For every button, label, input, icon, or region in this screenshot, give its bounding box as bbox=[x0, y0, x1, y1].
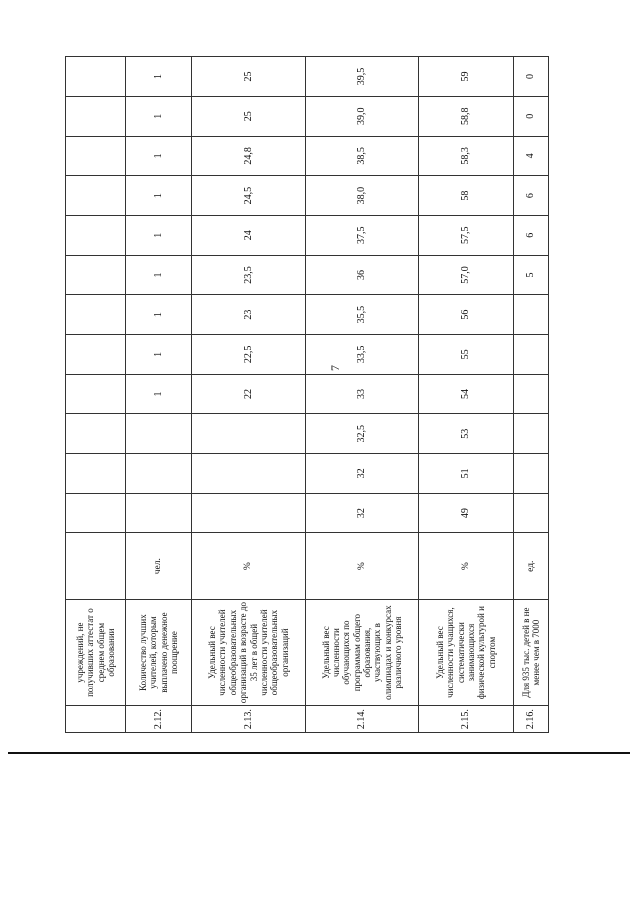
value-cell bbox=[126, 493, 192, 533]
value-cell: 59 bbox=[419, 57, 514, 97]
indicator-name: Удельный вес численности учителей общеобразовательных организаций в возрасте до 35 лет в общей численности учителей общеобразовательных организаций bbox=[192, 599, 306, 705]
value-cell: 35,5 bbox=[306, 295, 419, 335]
unit-cell: % bbox=[419, 533, 514, 600]
value-cell bbox=[66, 96, 126, 136]
value-cell: 6 bbox=[514, 215, 549, 255]
value-cell bbox=[192, 414, 306, 454]
value-cell: 6 bbox=[514, 176, 549, 216]
value-cell bbox=[192, 454, 306, 494]
value-cell bbox=[66, 57, 126, 97]
value-cell: 58,8 bbox=[419, 96, 514, 136]
unit-cell: % bbox=[306, 533, 419, 600]
value-cell: 32,5 bbox=[306, 414, 419, 454]
value-cell: 37,5 bbox=[306, 215, 419, 255]
value-cell: 57,5 bbox=[419, 215, 514, 255]
value-cell: 53 bbox=[419, 414, 514, 454]
value-cell: 24,8 bbox=[192, 136, 306, 176]
value-cell bbox=[514, 454, 549, 494]
value-cell bbox=[126, 414, 192, 454]
value-cell: 54 bbox=[419, 374, 514, 414]
value-cell: 22,5 bbox=[192, 335, 306, 375]
value-cell: 1 bbox=[126, 374, 192, 414]
value-cell: 1 bbox=[126, 255, 192, 295]
row-number bbox=[66, 706, 126, 733]
value-cell: 1 bbox=[126, 335, 192, 375]
rotated-table-container bbox=[65, 56, 548, 733]
value-cell: 55 bbox=[419, 335, 514, 375]
value-cell: 36 bbox=[306, 255, 419, 295]
value-cell: 4 bbox=[514, 136, 549, 176]
value-cell: 49 bbox=[419, 493, 514, 533]
table-row bbox=[514, 57, 549, 733]
value-cell: 1 bbox=[126, 295, 192, 335]
value-cell: 23 bbox=[192, 295, 306, 335]
indicator-name: Удельный вес численности обучающихся по программам общего образования, участвующих в олимпиадах и конкурсах различного уровня bbox=[306, 599, 419, 705]
value-cell bbox=[192, 493, 306, 533]
value-cell bbox=[514, 335, 549, 375]
row-number: 2.12. bbox=[126, 706, 192, 733]
unit-cell: % bbox=[192, 533, 306, 600]
value-cell: 58 bbox=[419, 176, 514, 216]
value-cell: 38,5 bbox=[306, 136, 419, 176]
value-cell: 39,5 bbox=[306, 57, 419, 97]
value-cell: 22 bbox=[192, 374, 306, 414]
value-cell bbox=[66, 414, 126, 454]
table-row bbox=[192, 57, 306, 733]
value-cell bbox=[66, 136, 126, 176]
unit-cell: чел. bbox=[126, 533, 192, 600]
value-cell: 25 bbox=[192, 57, 306, 97]
table-row bbox=[306, 57, 419, 733]
value-cell: 33,5 bbox=[306, 335, 419, 375]
value-cell: 24,5 bbox=[192, 176, 306, 216]
value-cell bbox=[514, 414, 549, 454]
value-cell bbox=[66, 176, 126, 216]
row-number: 2.14. bbox=[306, 706, 419, 733]
row-number: 2.16. bbox=[514, 706, 549, 733]
value-cell: 32 bbox=[306, 454, 419, 494]
value-cell: 0 bbox=[514, 57, 549, 97]
value-cell bbox=[126, 454, 192, 494]
row-number: 2.13. bbox=[192, 706, 306, 733]
value-cell: 24 bbox=[192, 215, 306, 255]
indicator-name: Количество лучших учителей, которым выплачено денежное поощрение bbox=[126, 599, 192, 705]
value-cell bbox=[66, 215, 126, 255]
value-cell: 1 bbox=[126, 215, 192, 255]
value-cell bbox=[66, 295, 126, 335]
page-number: 7 bbox=[328, 365, 342, 371]
table-body bbox=[66, 57, 549, 733]
value-cell: 1 bbox=[126, 136, 192, 176]
value-cell: 1 bbox=[126, 176, 192, 216]
value-cell bbox=[514, 493, 549, 533]
value-cell: 1 bbox=[126, 96, 192, 136]
value-cell: 1 bbox=[126, 57, 192, 97]
value-cell: 23,5 bbox=[192, 255, 306, 295]
value-cell bbox=[66, 374, 126, 414]
table-row bbox=[126, 57, 192, 733]
value-cell: 39,0 bbox=[306, 96, 419, 136]
value-cell: 33 bbox=[306, 374, 419, 414]
value-cell bbox=[66, 335, 126, 375]
value-cell: 58,3 bbox=[419, 136, 514, 176]
value-cell: 57,0 bbox=[419, 255, 514, 295]
unit-cell: ед. bbox=[514, 533, 549, 600]
unit-cell bbox=[66, 533, 126, 600]
value-cell: 51 bbox=[419, 454, 514, 494]
value-cell bbox=[514, 374, 549, 414]
value-cell bbox=[66, 493, 126, 533]
table-row bbox=[419, 57, 514, 733]
indicator-name: Удельный вес численности учащихся, систематически занимающихся физической культурой и спортом bbox=[419, 599, 514, 705]
indicator-name: учреждений, не получивших аттестат о среднем общем образовании bbox=[66, 599, 126, 705]
value-cell bbox=[66, 454, 126, 494]
value-cell: 38,0 bbox=[306, 176, 419, 216]
value-cell bbox=[514, 295, 549, 335]
value-cell: 32 bbox=[306, 493, 419, 533]
table-row bbox=[66, 57, 126, 733]
indicators-table bbox=[65, 56, 549, 733]
value-cell bbox=[66, 255, 126, 295]
value-cell: 5 bbox=[514, 255, 549, 295]
value-cell: 56 bbox=[419, 295, 514, 335]
value-cell: 25 bbox=[192, 96, 306, 136]
row-number: 2.15. bbox=[419, 706, 514, 733]
horizontal-divider bbox=[8, 752, 630, 754]
value-cell: 0 bbox=[514, 96, 549, 136]
indicator-name: Для 935 тыс. детей в не менее чем в 7000 bbox=[514, 599, 549, 705]
